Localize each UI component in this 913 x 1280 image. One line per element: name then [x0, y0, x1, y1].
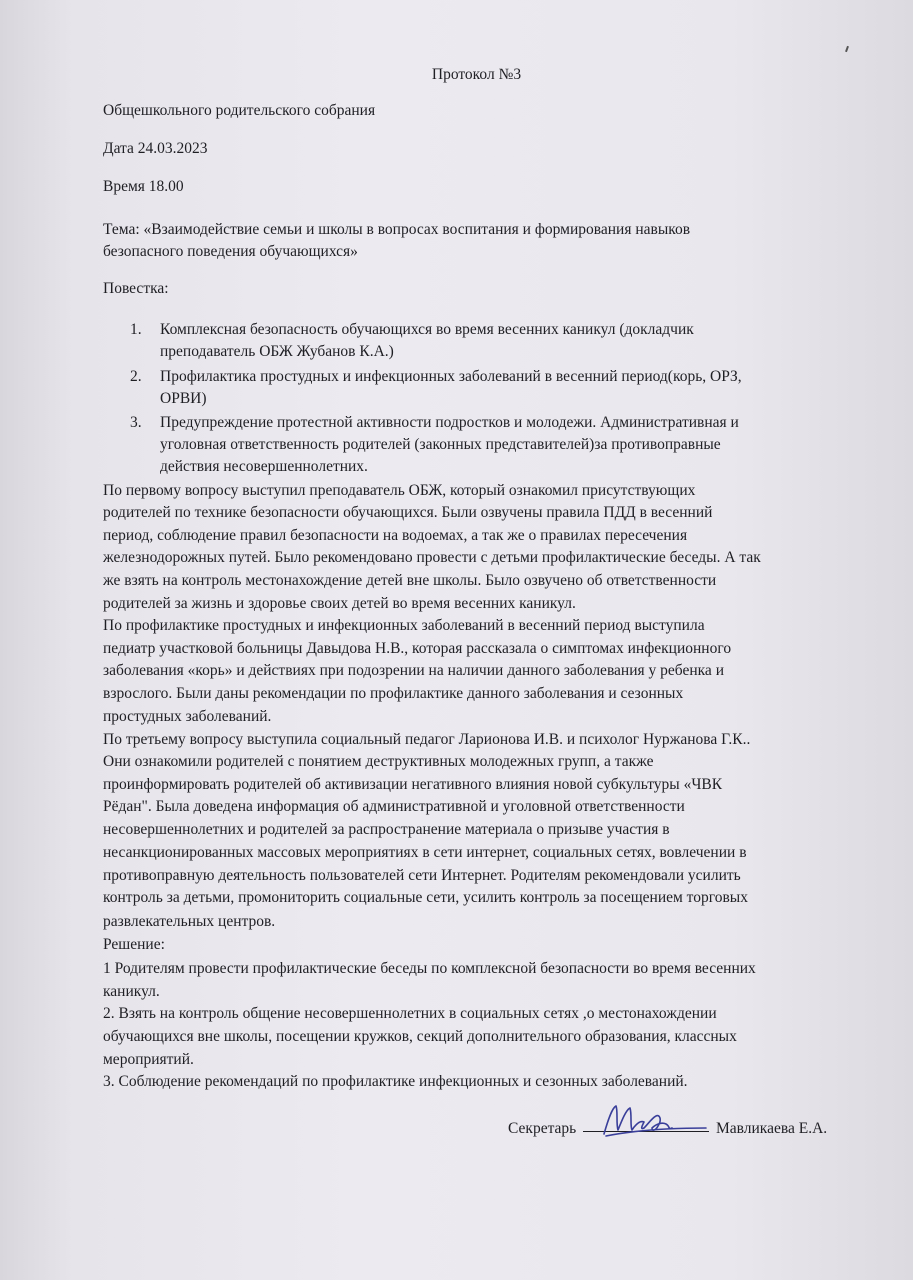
- pen-mark: [845, 46, 849, 52]
- agenda-item-line: Предупреждение протестной активности подростков и молодежи. Административная и: [160, 414, 739, 431]
- body-line: несанкционированных массовых мероприятиях в сети интернет, социальных сетях, вовлечении в: [103, 844, 747, 861]
- agenda-item-line: ОРВИ): [160, 390, 207, 407]
- agenda-item-line: преподаватель ОБЖ Жубанов К.А.): [160, 343, 394, 360]
- topic-line: безопасного поведения обучающихся»: [103, 243, 358, 260]
- body-line: проинформировать родителей об активизации негативного влияния новой субкультуры «ЧВК: [103, 776, 723, 793]
- body-line: заболевания «корь» и действиях при подозрении на наличии данного заболевания у ребенка и: [103, 662, 724, 679]
- body-line: По первому вопросу выступил преподаватель ОБЖ, который ознакомил присутствующих: [103, 482, 696, 499]
- body-line: Они ознакомили родителей с понятием деструктивных молодежных групп, а также: [103, 753, 654, 770]
- body-line: железнодорожных путей. Было рекомендовано провести с детьми профилактические беседы. А так: [103, 549, 761, 566]
- signature-name: Мавликаева Е.А.: [716, 1120, 828, 1137]
- agenda-item-line: действия несовершеннолетних.: [160, 458, 368, 475]
- body-line: По третьему вопросу выступила социальный педагог Ларионова И.В. и психолог Нуржанова Г.К..: [103, 731, 751, 748]
- body-line: родителей по технике безопасности обучающихся. Были озвучены правила ПДД в весенний: [103, 504, 713, 521]
- decision-line: 2. Взять на контроль общение несовершеннолетних в социальных сетях ,о местонахождении: [103, 1005, 717, 1022]
- body-line: родителей за жизнь и здоровье своих детей во время весенних каникул.: [103, 595, 576, 612]
- agenda-number: 2.: [130, 368, 142, 385]
- meeting-time: Время 18.00: [103, 178, 184, 195]
- agenda-number: 1.: [130, 321, 142, 338]
- decision-line: обучающихся вне школы, посещении кружков, секций дополнительного образования, классных: [103, 1028, 737, 1045]
- agenda-label: Повестка:: [103, 280, 169, 297]
- decision-line: 1 Родителям провести профилактические беседы по комплексной безопасности во время весенних: [103, 960, 756, 977]
- body-line: контроль за детьми, промониторить социальные сети, усилить контроль за посещением торговых: [103, 889, 748, 906]
- agenda-item-line: Профилактика простудных и инфекционных заболеваний в весенний период(корь, ОРЗ,: [160, 368, 742, 385]
- body-line: развлекательных центров.: [103, 913, 276, 930]
- agenda-number: 3.: [130, 414, 142, 431]
- body-line: несовершеннолетних и родителей за распространение материала о призыве участия в: [103, 821, 670, 838]
- body-line: противоправную деятельность пользователей сети Интернет. Родителям рекомендовали усилить: [103, 867, 741, 884]
- document-header: Общешкольного родительского собрания: [103, 102, 376, 119]
- topic-line: Тема: «Взаимодействие семьи и школы в вопросах воспитания и формирования навыков: [103, 221, 691, 238]
- body-line: педиатр участковой больницы Давыдова Н.В., которая рассказала о симптомах инфекционного: [103, 640, 732, 657]
- handwritten-signature: [596, 1098, 708, 1142]
- agenda-item-line: Комплексная безопасность обучающихся во время весенних каникул (докладчик: [160, 321, 694, 338]
- body-line: простудных заболеваний.: [103, 708, 272, 725]
- decision-line: каникул.: [103, 983, 160, 1000]
- document-title: Протокол №3: [431, 66, 522, 83]
- meeting-date: Дата 24.03.2023: [103, 140, 208, 157]
- agenda-item-line: уголовная ответственность родителей (законных представителей)за противоправные: [160, 436, 721, 453]
- decision-line: 3. Соблюдение рекомендаций по профилактике инфекционных и сезонных заболеваний.: [103, 1073, 688, 1090]
- body-line: взрослого. Были даны рекомендации по профилактике данного заболевания и сезонных: [103, 685, 684, 702]
- signature-role: Секретарь: [508, 1120, 577, 1137]
- decision-line: мероприятий.: [103, 1051, 194, 1068]
- body-line: По профилактике простудных и инфекционных заболеваний в весенний период выступила: [103, 617, 705, 634]
- body-line: период, соблюдение правил безопасности на водоемах, а так же о правилах пересечения: [103, 527, 688, 544]
- body-line: же взять на контроль местонахождение детей вне школы. Было озвучено об ответственности: [103, 572, 717, 589]
- decision-label: Решение:: [103, 936, 165, 953]
- body-line: Рёдан". Была доведена информация об административной и уголовной ответственности: [103, 798, 685, 815]
